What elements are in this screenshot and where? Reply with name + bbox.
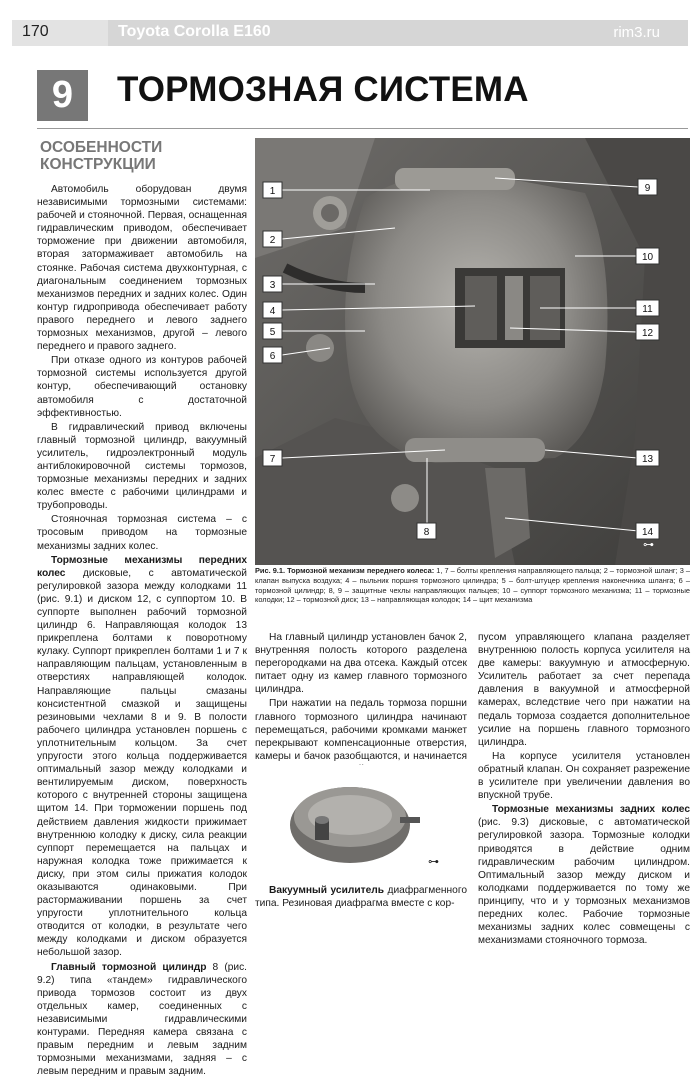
chapter-divider bbox=[37, 128, 688, 129]
paragraph: На корпусе усилителя установлен обратный клапан. Он сохраняет разрежение в усилителе при увеличении давления во впускной трубе. bbox=[478, 750, 690, 802]
page-number: 170 bbox=[22, 23, 49, 40]
callout-label-11: 11 bbox=[642, 304, 653, 315]
callout-5 bbox=[263, 323, 282, 339]
callout-13 bbox=[636, 450, 659, 466]
paragraph-text: дисковые, с автоматической регулировкой зазора между колодками 11 (рис. 9.1) и диском 12, с суппортом 10. В суппорте выполнен рабочий тормозной цилиндр 6. Направляющая колодок 13 прикреплена болтами к поворотному кулаку. Суппорт прикреплен болтами 1 и 7 к направляющим пальцам, установленным в отверстиях направляющей колодок. Направляющие пальцы смазаны консистентной смазкой и защищены резиновыми чехлами 8 и 9. В полости рабочего цилиндра установлен поршень с уплотнительным кольцом. За счет упругости этого кольца поддерживается оптимальный зазор между колодками и вентилируемым диском, поверхность которого с внутренней стороны защищена щитом 14. При торможении поршень под действием давления жидкости прижимает внутреннюю колодку к диску, сила реакции суппорт перемещается на пальцах и наружная колодка тоже прижимается к диску, при этом силы прижатия колодок оказываются одинаковыми. При растормаживании поршень за счет упругости уплотнительного кольца отводится от колодки, в результате чего между колодками и диском образуется небольшой зазор. bbox=[37, 567, 247, 959]
callout-9 bbox=[638, 179, 657, 195]
book-title: Toyota Corolla E160 bbox=[118, 23, 271, 40]
paragraph: На главный цилиндр установлен бачок 2, внутренняя полость которого разделена перегородками на два отсека. Каждый отсек питает одну из камер главного тормозного цилиндра. bbox=[255, 632, 467, 696]
callout-3 bbox=[263, 276, 282, 292]
callout-6 bbox=[263, 347, 282, 363]
callout-label-2: 2 bbox=[269, 235, 276, 246]
bold-term: Главный тормозной цилиндр bbox=[51, 961, 207, 973]
callout-label-14: 14 bbox=[641, 527, 654, 538]
paragraph bbox=[37, 554, 247, 960]
paragraph: пусом управляющего клапана разделяет внутреннюю полость корпуса усилителя на две камеры: вакуумную и атмосферную. Усилитель работает за счет перепада давления в вакуумной и атмосферной камерах, вследствие чего при нажатии на педаль тормоза создается дополнительное усилие на поршень главного тормозного цилиндра. bbox=[478, 632, 690, 748]
callout-4 bbox=[263, 302, 282, 318]
middle-column-bottom bbox=[255, 884, 467, 911]
site-name: rim3.ru bbox=[613, 24, 660, 41]
bold-term: Тормозные механизмы передних колес bbox=[37, 554, 247, 579]
page-header bbox=[12, 18, 688, 48]
callout-label-12: 12 bbox=[641, 328, 654, 339]
paragraph: При отказе одного из контуров рабочей тормозной системы используется другой контур, обеспечивающий остановку автомобиля с достаточной эффективностью. bbox=[37, 355, 247, 419]
paragraph: Стояночная тормозная система – с тросовым приводом на тормозные механизмы задних колес. bbox=[37, 514, 247, 552]
caption-text: 1, 7 – болты крепления направляющего пальца; 2 – тормозной шланг; 3 – клапан выпуска воздуха; 4 – пыльник поршня тормозного цилиндра; 5 – болт-штуцер крепления наконечника шланга; 6 – тормозной цилиндр; 8, 9 – защитные чехлы направляющих пальцев; 10 – суппорт тормозного механизма; 11 – тормозные колодки; 12 – тормозной диск; 13 – направляющая колодок; 14 – щит механизма bbox=[255, 566, 690, 605]
vacuum-booster-photo bbox=[250, 765, 450, 880]
brake-caliper-photo bbox=[255, 138, 690, 565]
callout-1 bbox=[263, 182, 282, 198]
callout-label-7: 7 bbox=[269, 454, 276, 465]
right-column bbox=[478, 631, 690, 948]
callout-7 bbox=[263, 450, 282, 466]
caption-title: Тормозной механизм переднего колеса: bbox=[287, 566, 435, 575]
callout-2 bbox=[263, 231, 282, 247]
callout-label-6: 6 bbox=[269, 351, 276, 362]
paragraph-text: диафрагменного типа. Резиновая диафрагма вместе с кор- bbox=[255, 885, 467, 910]
paragraph bbox=[37, 961, 247, 1079]
figure-caption bbox=[255, 566, 690, 605]
header-bar bbox=[108, 20, 688, 46]
callout-label-4: 4 bbox=[269, 306, 276, 317]
callout-8 bbox=[417, 523, 436, 539]
bold-term: Тормозные механизмы задних колес bbox=[492, 804, 690, 816]
callout-label-13: 13 bbox=[641, 454, 654, 465]
svg-text:⊶: ⊶ bbox=[428, 856, 439, 868]
left-column bbox=[37, 183, 247, 1079]
chapter-title: ТОРМОЗНАЯ СИСТЕМА bbox=[117, 70, 529, 109]
callout-label-10: 10 bbox=[641, 252, 654, 263]
paragraph bbox=[255, 884, 467, 910]
callout-label-5: 5 bbox=[269, 327, 276, 338]
callout-14 bbox=[636, 523, 659, 539]
chapter-number: 9 bbox=[37, 70, 88, 121]
svg-text:⊶: ⊶ bbox=[643, 539, 654, 551]
middle-column-top bbox=[255, 631, 467, 777]
callout-11 bbox=[636, 300, 659, 316]
callout-12 bbox=[636, 324, 659, 340]
paragraph: При нажатии на педаль тормоза поршни главного тормозного цилиндра начинают перемещаться, рабочими кромками манжет перекрывают компенсационные отверстия, камеры и бачок разобщаются, и начинается bbox=[255, 698, 467, 762]
paragraph bbox=[478, 803, 690, 947]
paragraph-text: (рис. 9.3) дисковые, с автоматической регулировкой зазора. Тормозные колодки приводятся в действие одним гидравлическим рабочим цилиндром. Оптимальный зазор между диском и колодками поддерживается по тому же принципу, что и у тормозных механизмов передних колес. Рабочие тормозные механизмы задних колес совмещены с механизмами стояночного тормоза. bbox=[478, 817, 690, 947]
page-number-box bbox=[12, 20, 108, 46]
paragraph: Автомобиль оборудован двумя независимыми тормозными системами: рабочей и стояночной. Первая, оснащенная гидравлическим приводом, обеспечивает торможение при движении автомобиля, вторая затормаживает автомобиль на стоянке. Рабочая система двухконтурная, с диагональным соединением тормозных механизмов передних и задних колес. Один контур гидропривода обеспечивает работу правого переднего и левого заднего тормозных механизмов, другой – левого переднего и правого заднего. bbox=[37, 184, 247, 353]
paragraph-text: 8 (рис. 9.2) типа «тандем» гидравлического привода тормозов состоит из двух отдельных камер, соединенных с независимыми гидравлическими контурами. Передняя камера связана с правым передним и левым задним тормозными механизмами, задняя – с левым передним и правым задним. bbox=[37, 961, 247, 1078]
section-title: ОСОБЕННОСТИ КОНСТРУКЦИИ bbox=[40, 139, 163, 173]
paragraph: В гидравлический привод включены главный тормозной цилиндр, вакуумный усилитель, гидроэлектронный модуль антиблокировочной системы тормозов, тормозные механизмы передних и задних колес вместе с рабочими цилиндрами и трубопроводы. bbox=[37, 421, 247, 512]
callout-label-9: 9 bbox=[644, 183, 651, 194]
callout-layer bbox=[255, 138, 690, 565]
bold-term: Вакуумный усилитель bbox=[269, 885, 384, 896]
callout-label-8: 8 bbox=[423, 527, 430, 538]
caption-label: Рис. 9.1. bbox=[255, 566, 286, 575]
callout-10 bbox=[636, 248, 659, 264]
callout-label-1: 1 bbox=[269, 186, 276, 197]
callout-label-3: 3 bbox=[269, 280, 276, 291]
